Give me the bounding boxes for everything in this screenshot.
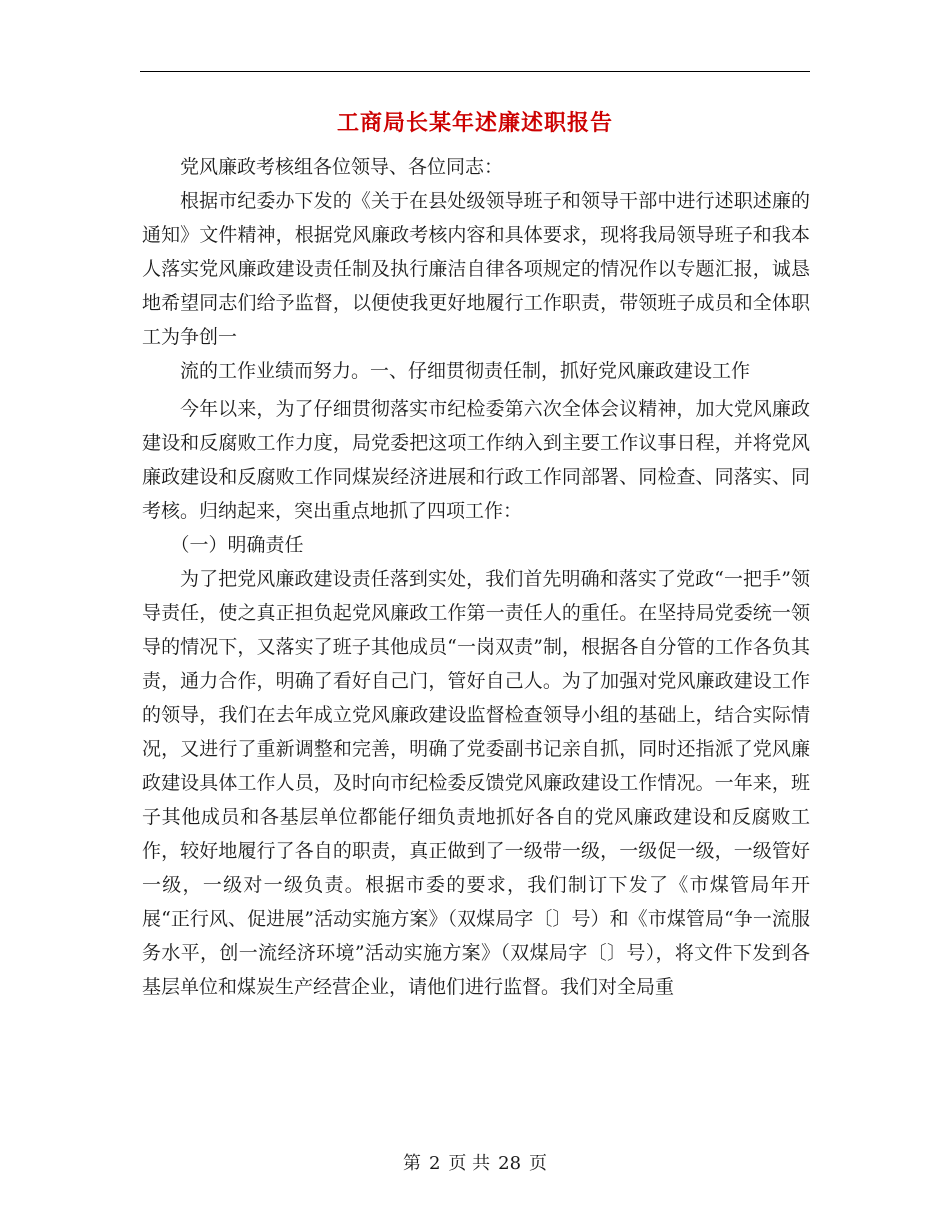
document-body xyxy=(142,150,810,1004)
salutation-paragraph: 党风廉政考核组各位领导、各位同志： xyxy=(180,156,504,178)
footer-current-page: 2 xyxy=(428,1153,441,1174)
footer-suffix: 页 xyxy=(529,1153,548,1174)
document-title: 工商局长某年述廉述职报告 xyxy=(336,110,613,136)
intro-paragraph: 根据市纪委办下发的《关于在县处级领导班子和领导干部中进行述职述廉的通知》文件精神，根据党风廉政考核内容和具体要求，现将我局领导班子和我本人落实党风廉政建设责任制及执行廉洁自律各项规定的情况作以专题汇报，诚恳地希望同志们给予监督，以便使我更好地履行工作职责，带领班子成员和全体职工为争创一 xyxy=(142,190,810,348)
header-rule xyxy=(140,71,810,72)
section-one-heading-paragraph: 流的工作业绩而努力。一、仔细贯彻责任制，抓好党风廉政建设工作 xyxy=(180,360,751,382)
sub-heading-responsibility: （一）明确责任 xyxy=(170,534,304,556)
footer-prefix: 第 xyxy=(402,1153,421,1174)
page-footer xyxy=(140,1152,810,1176)
section-one-paragraph: 今年以来，为了仔细贯彻落实市纪检委第六次全体会议精神，加大党风廉政建设和反腐败工作力度，局党委把这项工作纳入到主要工作议事日程，并将党风廉政建设和反腐败工作同煤炭经济进展和行政工作同部署、同检查、同落实、同考核。归纳起来，突出重点地抓了四项工作： xyxy=(142,398,810,522)
footer-total-pages: 28 xyxy=(498,1153,522,1174)
responsibility-paragraph: 为了把党风廉政建设责任落到实处，我们首先明确和落实了党政“一把手”领导责任，使之真正担负起党风廉政工作第一责任人的重任。在坚持局党委统一领导的情况下，又落实了班子其他成员“一岗双责”制，根据各自分管的工作各负其责，通力合作，明确了看好自己门，管好自己人。为了加强对党风廉政建设工作的领导，我们在去年成立党风廉政建设监督检查领导小组的基础上，结合实际情况，又进行了重新调整和完善，明确了党委副书记亲自抓，同时还指派了党风廉政建设具体工作人员，及时向市纪检委反馈党风廉政建设工作情况。一年来，班子其他成员和各基层单位都能仔细负责地抓好各自的党风廉政建设和反腐败工作，较好地履行了各自的职责，真正做到了一级带一级，一级促一级，一级管好一级，一级对一级负责。根据市委的要求，我们制订下发了《市煤管局年开展“正行风、促进展”活动实施方案》（双煤局字〔〕号）和《市煤管局“争一流服务水平，创一流经济环境”活动实施方案》（双煤局字〔〕号），将文件下发到各基层单位和煤炭生产经营企业，请他们进行监督。我们对全局重 xyxy=(142,568,810,998)
footer-middle: 页 共 xyxy=(448,1153,491,1174)
